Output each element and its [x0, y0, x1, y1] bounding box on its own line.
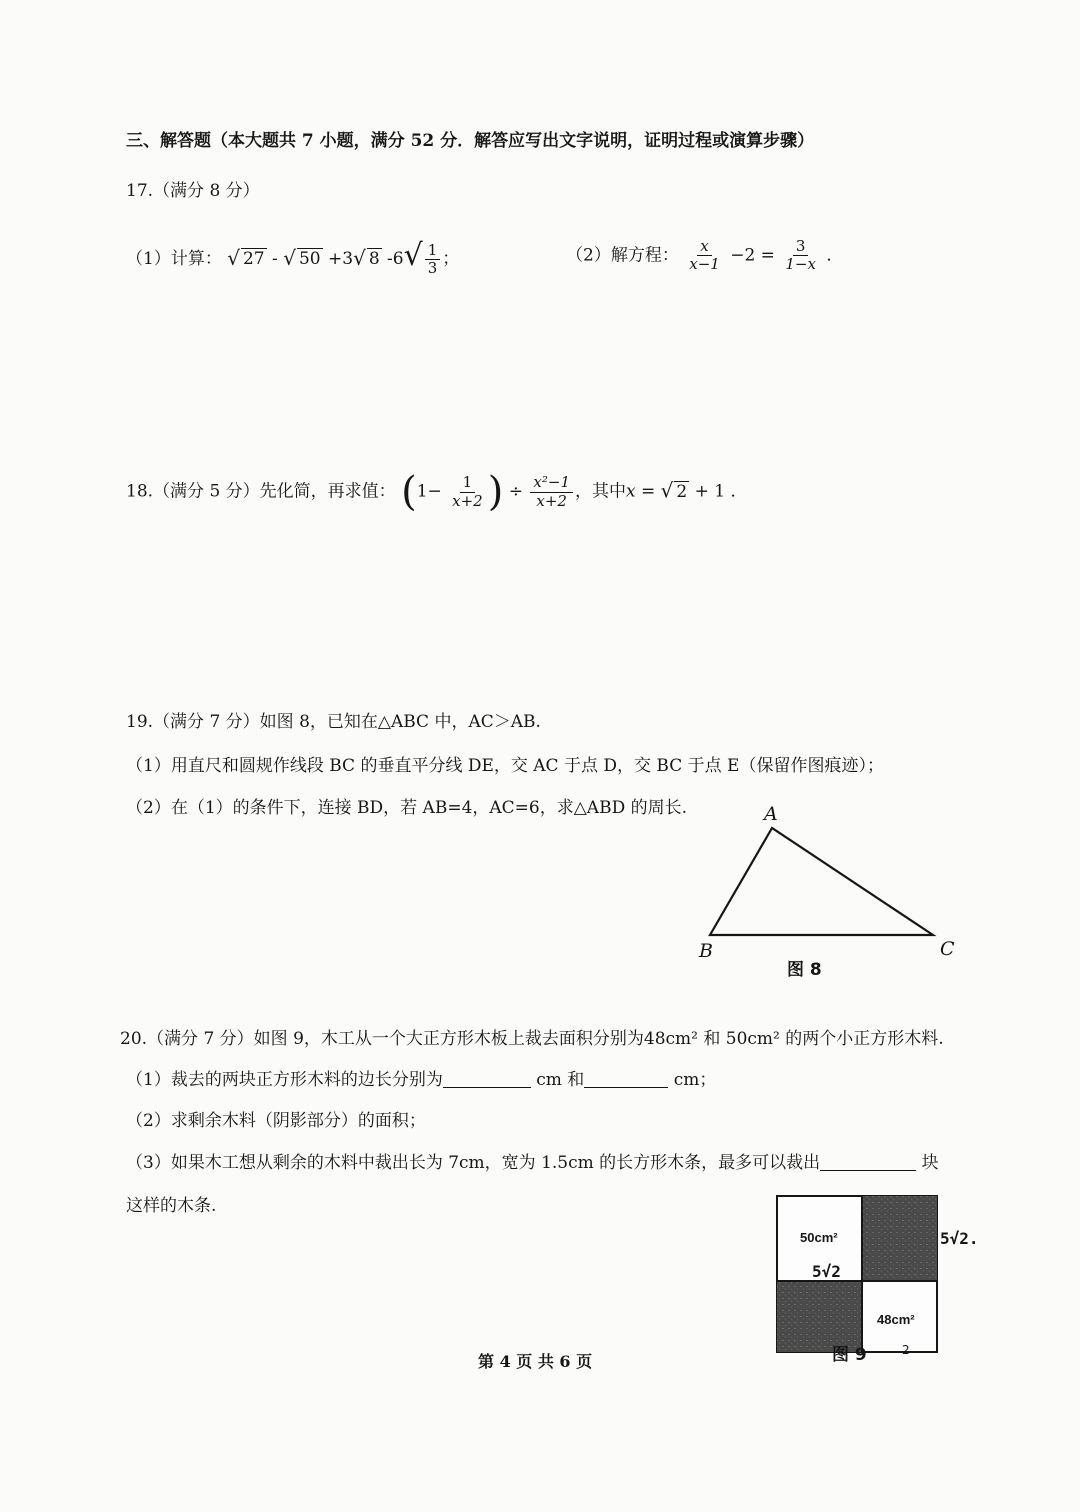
stray-mark: 2 [902, 1343, 910, 1357]
coef-3: 3 [342, 249, 354, 269]
label-48cm2: 48cm² [877, 1312, 915, 1327]
q18-x-eq: x = [626, 481, 661, 502]
radicand-8: 8 [368, 249, 380, 269]
answer-blank-2[interactable] [584, 1087, 668, 1088]
sqrt-symbol: √ [660, 478, 674, 503]
q18-plus-one: + 1 ． [689, 481, 748, 502]
figure-8-caption: 图 8 [787, 960, 822, 980]
label-50cm2: 50cm² [800, 1230, 838, 1245]
q17-p2-label: （2）解方程： [566, 245, 679, 266]
q17-label: 17.（满分 8 分） [126, 181, 260, 201]
sqrt-symbol: √ [227, 246, 240, 270]
q20-label: 20.（满分 7 分）如图 9，木工从一个大正方形木板上裁去面积分别为48cm² 和 50cm² 的两个小正方形木料. [120, 1029, 944, 1049]
paren-open: ( [401, 469, 417, 515]
q20-part2: （2）求剩余木料（阴影部分）的面积； [126, 1111, 426, 1131]
coef-6: 6 [392, 249, 404, 269]
radicand-2: 2 [676, 481, 688, 502]
triangle-abc [710, 828, 933, 935]
paren-close: ) [487, 469, 504, 515]
q17-part1: （1）计算： √ 27 - √ 50 +3√ 8 -6√ $\frac{1}{3}$ ； [126, 238, 460, 277]
q18-one-minus: 1− [416, 481, 442, 502]
vertex-b-label: B [699, 940, 713, 962]
q17-p2-mid: −2 = [730, 245, 775, 266]
shaded-region-top-right [862, 1196, 937, 1281]
q20-p1-b: cm 和 [536, 1070, 585, 1090]
answer-blank-3[interactable] [820, 1170, 916, 1171]
q18-line [126, 469, 748, 515]
q20-part3-cont: 这样的木条. [126, 1196, 217, 1216]
fraction-x2-minus-1-over-x-plus-2: $\frac{\text{x²−1}}{x+2}$ [530, 474, 573, 510]
sqrt-symbol: √ [403, 238, 423, 273]
divide-sign: ÷ [508, 481, 523, 502]
handwritten-note-middle: 5√2 [812, 1262, 841, 1281]
section-heading: 三、解答题（本大题共 7 小题，满分 52 分．解答应写出文字说明，证明过程或演算步骤） [126, 131, 815, 151]
figure-9-caption: 图 9 [832, 1345, 867, 1365]
q17-p1-label: （1）计算： [126, 249, 222, 269]
answer-blank-1[interactable] [443, 1087, 531, 1088]
q18-label: 18.（满分 5 分）先化简，再求值： [126, 481, 396, 502]
square-figure [775, 1194, 940, 1356]
q19-part2: （2）在（1）的条件下，连接 BD，若 AB=4，AC=6，求△ABD 的周长. [126, 798, 688, 818]
handwritten-note-right: 5√2. [940, 1229, 979, 1248]
fraction-1-over-x-plus-2: $\frac{1}{x+2}$ [452, 473, 483, 510]
triangle-figure [690, 805, 980, 985]
q17-part2 [566, 238, 843, 274]
q20-part3 [126, 1153, 939, 1173]
fraction-x-over-x-minus-1: $\frac{x}{x-1}$ [689, 237, 720, 274]
radicand-50: 50 [298, 249, 321, 269]
fraction-one-third: $\frac{1}{3}$ [425, 242, 441, 278]
fraction-3-over-1-minus-x: $\frac{3}{1-x}$ [785, 237, 816, 274]
q20-p3-a: （3）如果木工想从剩余的木料中裁出长为 7cm，宽为 1.5cm 的长方形木条，最多可以裁出 [126, 1153, 821, 1173]
q19-label: 19.（满分 7 分）如图 8，已知在△ABC 中，AC＞AB. [126, 712, 541, 732]
vertex-c-label: C [940, 938, 955, 960]
q20-p3-b: 块 [921, 1153, 939, 1173]
radicand-27: 27 [242, 249, 265, 269]
q17-p2-end: ． [826, 245, 844, 266]
vertex-a-label: A [764, 803, 778, 825]
sqrt-symbol: √ [283, 246, 296, 270]
q20-p1-a: （1）裁去的两块正方形木料的边长分别为 [126, 1070, 443, 1090]
q19-part1: （1）用直尺和圆规作线段 BC 的垂直平分线 DE，交 AC 于点 D，交 BC 于点 E（保留作图痕迹）； [126, 756, 884, 776]
q20-p1-c: cm； [673, 1070, 717, 1090]
page-number: 第 4 页 共 6 页 [478, 1352, 593, 1371]
q17-p1-end: ； [442, 249, 460, 269]
q20-part1 [126, 1070, 716, 1090]
q18-tail: ，其中 [575, 481, 626, 502]
sqrt-symbol: √ [353, 246, 366, 270]
